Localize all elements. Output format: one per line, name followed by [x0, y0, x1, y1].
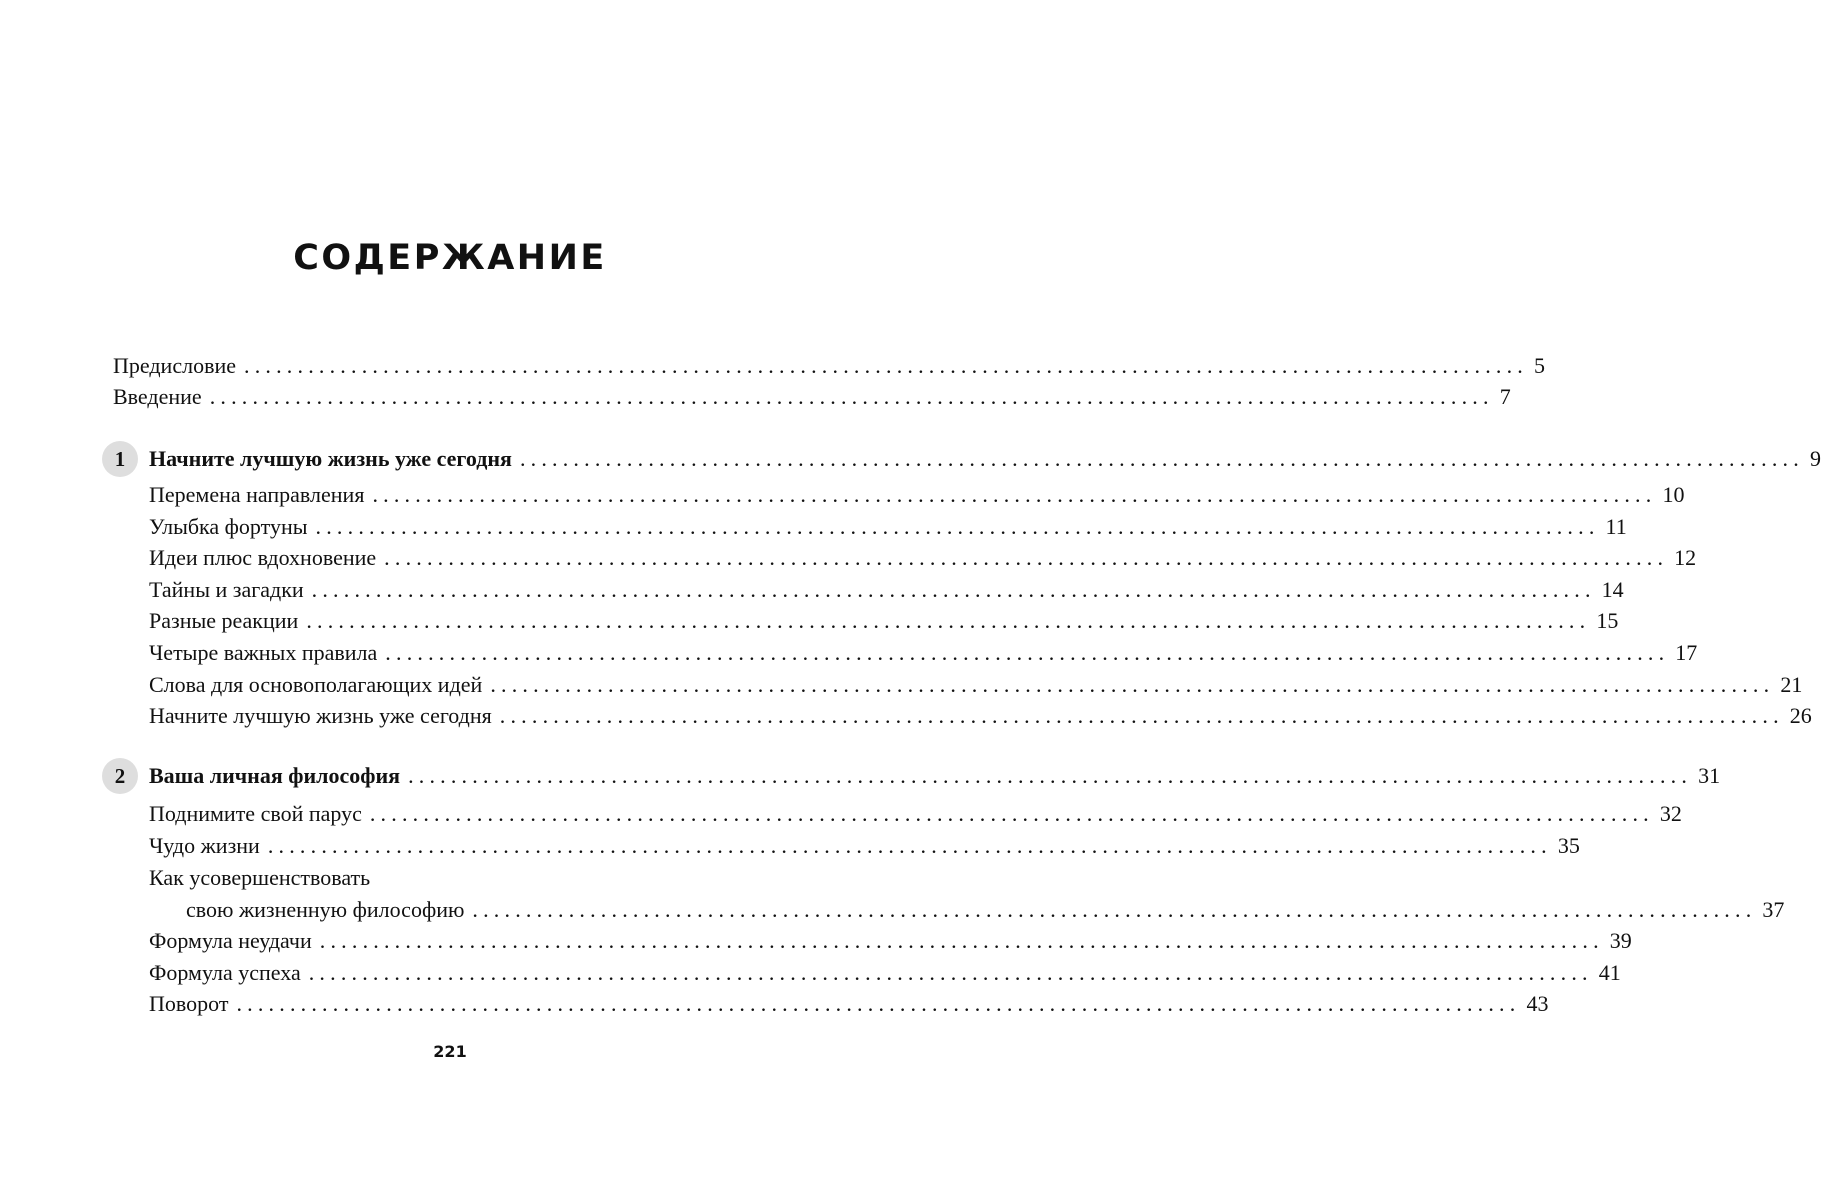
page-number: 221	[433, 1042, 467, 1061]
page-title: СОДЕРЖАНИЕ	[293, 238, 607, 278]
toc-section[interactable]	[149, 798, 1682, 830]
toc-section[interactable]	[149, 605, 1619, 637]
dot-leader: ........................................................................................................................	[472, 897, 1757, 922]
toc-section[interactable]	[186, 894, 1785, 926]
section-label: Слова для основополагающих идей	[149, 672, 483, 697]
dot-leader: ........................................................................................................................	[308, 960, 1593, 985]
chapter-title: Начните лучшую жизнь уже сегодня	[149, 446, 512, 471]
section-label: Поднимите свой парус	[149, 801, 362, 826]
dot-leader: ........................................................................................................................	[244, 353, 1528, 378]
section-page: 10	[1662, 482, 1685, 507]
section-page: 39	[1609, 928, 1632, 953]
dot-leader: ........................................................................................................................	[372, 482, 1657, 507]
section-page: 32	[1659, 801, 1682, 826]
section-label: Четыре важных правила	[149, 640, 378, 665]
toc-section[interactable]	[149, 988, 1549, 1020]
toc-section[interactable]	[149, 925, 1632, 957]
section-page: 43	[1526, 991, 1549, 1016]
chapter-title: Ваша личная философия	[149, 763, 401, 788]
toc-section[interactable]	[149, 830, 1580, 862]
section-page: 21	[1780, 672, 1803, 697]
section-label: Чудо жизни	[149, 833, 260, 858]
toc-entry-page: 5	[1534, 353, 1545, 378]
section-page: 14	[1601, 577, 1624, 602]
section-page: 26	[1789, 703, 1812, 728]
section-label: Перемена направления	[149, 482, 365, 507]
dot-leader: ........................................................................................................................	[408, 763, 1693, 788]
toc-section[interactable]	[149, 957, 1621, 989]
toc-section[interactable]	[149, 574, 1624, 606]
dot-leader: ........................................................................................................................	[315, 514, 1600, 539]
section-page: 12	[1674, 545, 1697, 570]
chapter-page: 9	[1809, 446, 1821, 471]
dot-leader: ........................................................................................................................	[236, 991, 1521, 1016]
dot-leader: ........................................................................................................................	[369, 801, 1654, 826]
chapter-number-badge: 1	[102, 441, 138, 477]
toc-section[interactable]	[149, 637, 1698, 669]
toc-section[interactable]	[149, 479, 1685, 511]
dot-leader: ........................................................................................................................	[319, 928, 1604, 953]
toc-chapter-1[interactable]	[149, 443, 1821, 475]
section-label-first-line[interactable]: Как усовершенствовать	[149, 865, 371, 890]
section-page: 41	[1598, 960, 1621, 985]
dot-leader: ........................................................................................................................	[384, 545, 1669, 570]
section-label: Идеи плюс вдохновение	[149, 545, 377, 570]
dot-leader: ........................................................................................................................	[385, 640, 1670, 665]
section-label: Формула успеха	[149, 960, 301, 985]
dot-leader: ........................................................................................................................	[311, 577, 1596, 602]
toc-entry-label: Введение	[113, 384, 202, 409]
toc-section[interactable]	[149, 511, 1627, 543]
toc-chapter-2[interactable]	[149, 760, 1721, 792]
section-label: Поворот	[149, 991, 229, 1016]
toc-section[interactable]	[149, 700, 1812, 732]
toc-entry-page: 7	[1499, 384, 1511, 409]
section-label: Разные реакции	[149, 608, 299, 633]
toc-section[interactable]	[149, 669, 1803, 701]
section-page: 11	[1605, 514, 1627, 539]
section-page: 35	[1557, 833, 1580, 858]
dot-leader: ........................................................................................................................	[499, 703, 1784, 728]
section-label: Начните лучшую жизнь уже сегодня	[149, 703, 492, 728]
chapter-number-badge: 2	[102, 758, 138, 794]
toc-section[interactable]	[149, 542, 1697, 574]
section-label: Улыбка фортуны	[149, 514, 308, 539]
section-page: 15	[1596, 608, 1619, 633]
dot-leader: ........................................................................................................................	[519, 446, 1804, 471]
dot-leader: ........................................................................................................................	[490, 672, 1775, 697]
toc-entry-introduction[interactable]	[113, 381, 1511, 413]
dot-leader: ........................................................................................................................	[267, 833, 1552, 858]
toc-entry-preface[interactable]	[113, 350, 1545, 382]
section-label-continued: свою жизненную философию	[186, 897, 465, 922]
section-page: 17	[1675, 640, 1698, 665]
dot-leader: ........................................................................................................................	[209, 384, 1494, 409]
section-page: 37	[1762, 897, 1785, 922]
dot-leader: ........................................................................................................................	[306, 608, 1591, 633]
section-label: Тайны и загадки	[149, 577, 304, 602]
toc-entry-label: Предисловие	[113, 353, 236, 378]
section-label: Формула неудачи	[149, 928, 312, 953]
chapter-page: 31	[1698, 763, 1721, 788]
